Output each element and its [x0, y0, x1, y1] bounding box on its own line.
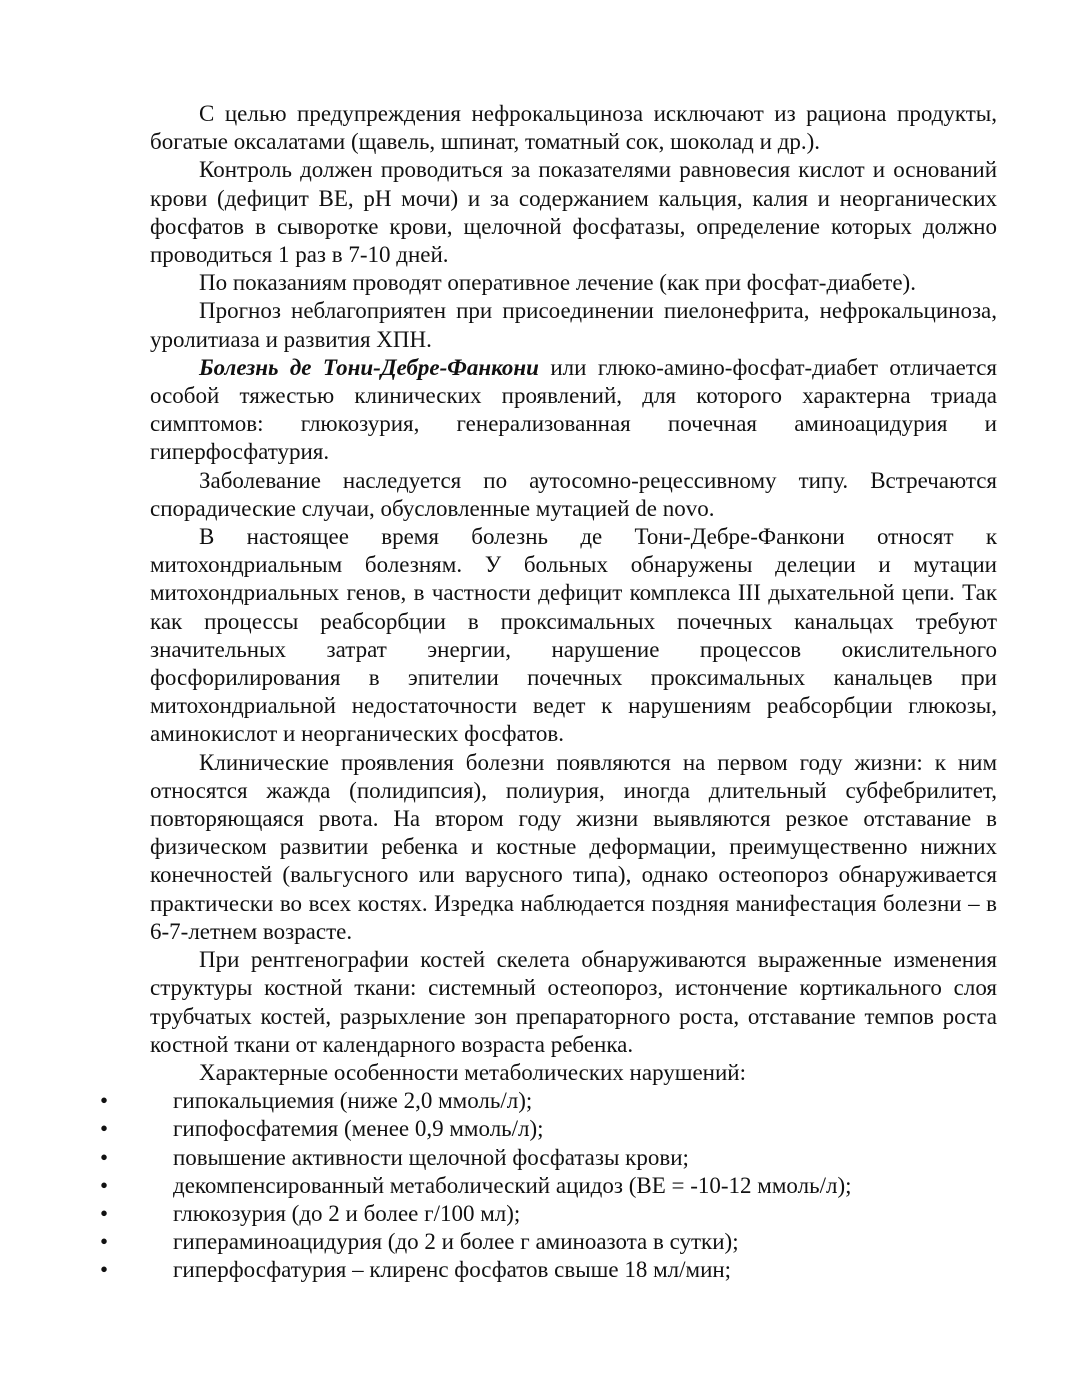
paragraph: При рентгенографии костей скелета обнаруживаются выраженные изменения структуры костной ткани: системный остеопороз, истончение кортикального слоя трубчатых костей, разрыхление зон препараторного роста, отставание темпов роста костной ткани от календарного возраста ребенка.: [150, 947, 997, 1057]
bullet-marker: •: [100, 1172, 109, 1198]
bullet-marker: •: [100, 1200, 109, 1226]
list-item: [100, 1144, 997, 1172]
disease-term: Болезнь де Тони-Дебре-Фанкони: [199, 354, 539, 380]
list-item-text: глюкозурия (до 2 и более г/100 мл);: [173, 1200, 521, 1226]
list-item: [100, 1172, 997, 1200]
list-item-text: гиперфосфатурия – клиренс фосфатов свыше 18 мл/мин;: [173, 1257, 732, 1283]
list-item: [100, 1115, 997, 1143]
list-item: [100, 1087, 997, 1115]
list-intro: Характерные особенности метаболических нарушений:: [199, 1059, 747, 1085]
paragraph: Заболевание наследуется по аутосомно-рецессивному типу. Встречаются спорадические случаи, обусловленные мутацией de novo.: [150, 467, 997, 521]
bullet-marker: •: [100, 1088, 109, 1114]
list-item-text: декомпенсированный метаболический ацидоз (ВЕ = -10-12 ммоль/л);: [173, 1172, 852, 1198]
bullet-marker: •: [100, 1229, 109, 1255]
paragraph: В настоящее время болезнь де Тони-Дебре-Фанкони относят к митохондриальным болезням. У больных обнаружены делеции и мутации митохондриальных генов, в частности дефицит комплекса III дыхательной цепи. Так как процессы реабсорбции в проксимальных почечных канальцах требуют значительных затрат энергии, нарушение процессов окислительного фосфорилирования в эпителии почечных проксимальных канальцев при митохондриальной недостаточности ведет к нарушениям реабсорбции глюкозы, аминокислот и неорганических фосфатов.: [150, 524, 997, 747]
document-page: [100, 100, 997, 1285]
list-item: [100, 1228, 997, 1256]
list-item: [100, 1256, 997, 1284]
paragraph: Клинические проявления болезни появляются на первом году жизни: к ним относятся жажда (полидипсия), полиурия, иногда длительный субфебрилитет, повторяющаяся рвота. На втором году жизни выявляются резкое отставание в физическом развитии ребенка и костные деформации, преимущественно нижних конечностей (вальгусного или варусного типа), однако остеопороз обнаруживается практически во всех костях. Изредка наблюдается поздняя манифестация болезни – в 6-7-летнем возрасте.: [150, 749, 997, 944]
list-item-text: гипокальциемия (ниже 2,0 ммоль/л);: [173, 1088, 533, 1114]
paragraph: Контроль должен проводиться за показателями равновесия кислот и оснований крови (дефицит ВЕ, рН мочи) и за содержанием кальция, калия и неорганических фосфатов в сыворотке крови, щелочной фосфатазы, определение которых должно проводиться 1 раз в 7-10 дней.: [150, 157, 997, 268]
list-item-text: повышение активности щелочной фосфатазы крови;: [173, 1144, 689, 1170]
section-intro-text: или глюко-амино-фосфат-диабет отличается особой тяжестью клинических проявлений, для которого характерна триада симптомов: глюкозурия, генерализованная почечная аминоацидурия и гиперфосфатурия.: [150, 354, 997, 465]
paragraph: С целью предупреждения нефрокальциноза исключают из рациона продукты, богатые оксалатами (щавель, шпинат, томатный сок, шоколад и др.).: [150, 101, 997, 155]
bullet-marker: •: [100, 1257, 109, 1283]
list-item-text: гипераминоацидурия (до 2 и более г аминоазота в сутки);: [173, 1229, 739, 1255]
paragraph: По показаниям проводят оперативное лечение (как при фосфат-диабете).: [199, 270, 916, 296]
bullet-marker: •: [100, 1144, 109, 1170]
paragraph: Прогноз неблагоприятен при присоединении пиелонефрита, нефрокальциноза, уролитиаза и развития ХПН.: [150, 298, 997, 352]
list-item: [100, 1200, 997, 1228]
metabolic-features-list: [100, 1087, 997, 1284]
list-item-text: гипофосфатемия (менее 0,9 ммоль/л);: [173, 1116, 544, 1142]
section-intro-paragraph: [150, 354, 997, 467]
bullet-marker: •: [100, 1116, 109, 1142]
